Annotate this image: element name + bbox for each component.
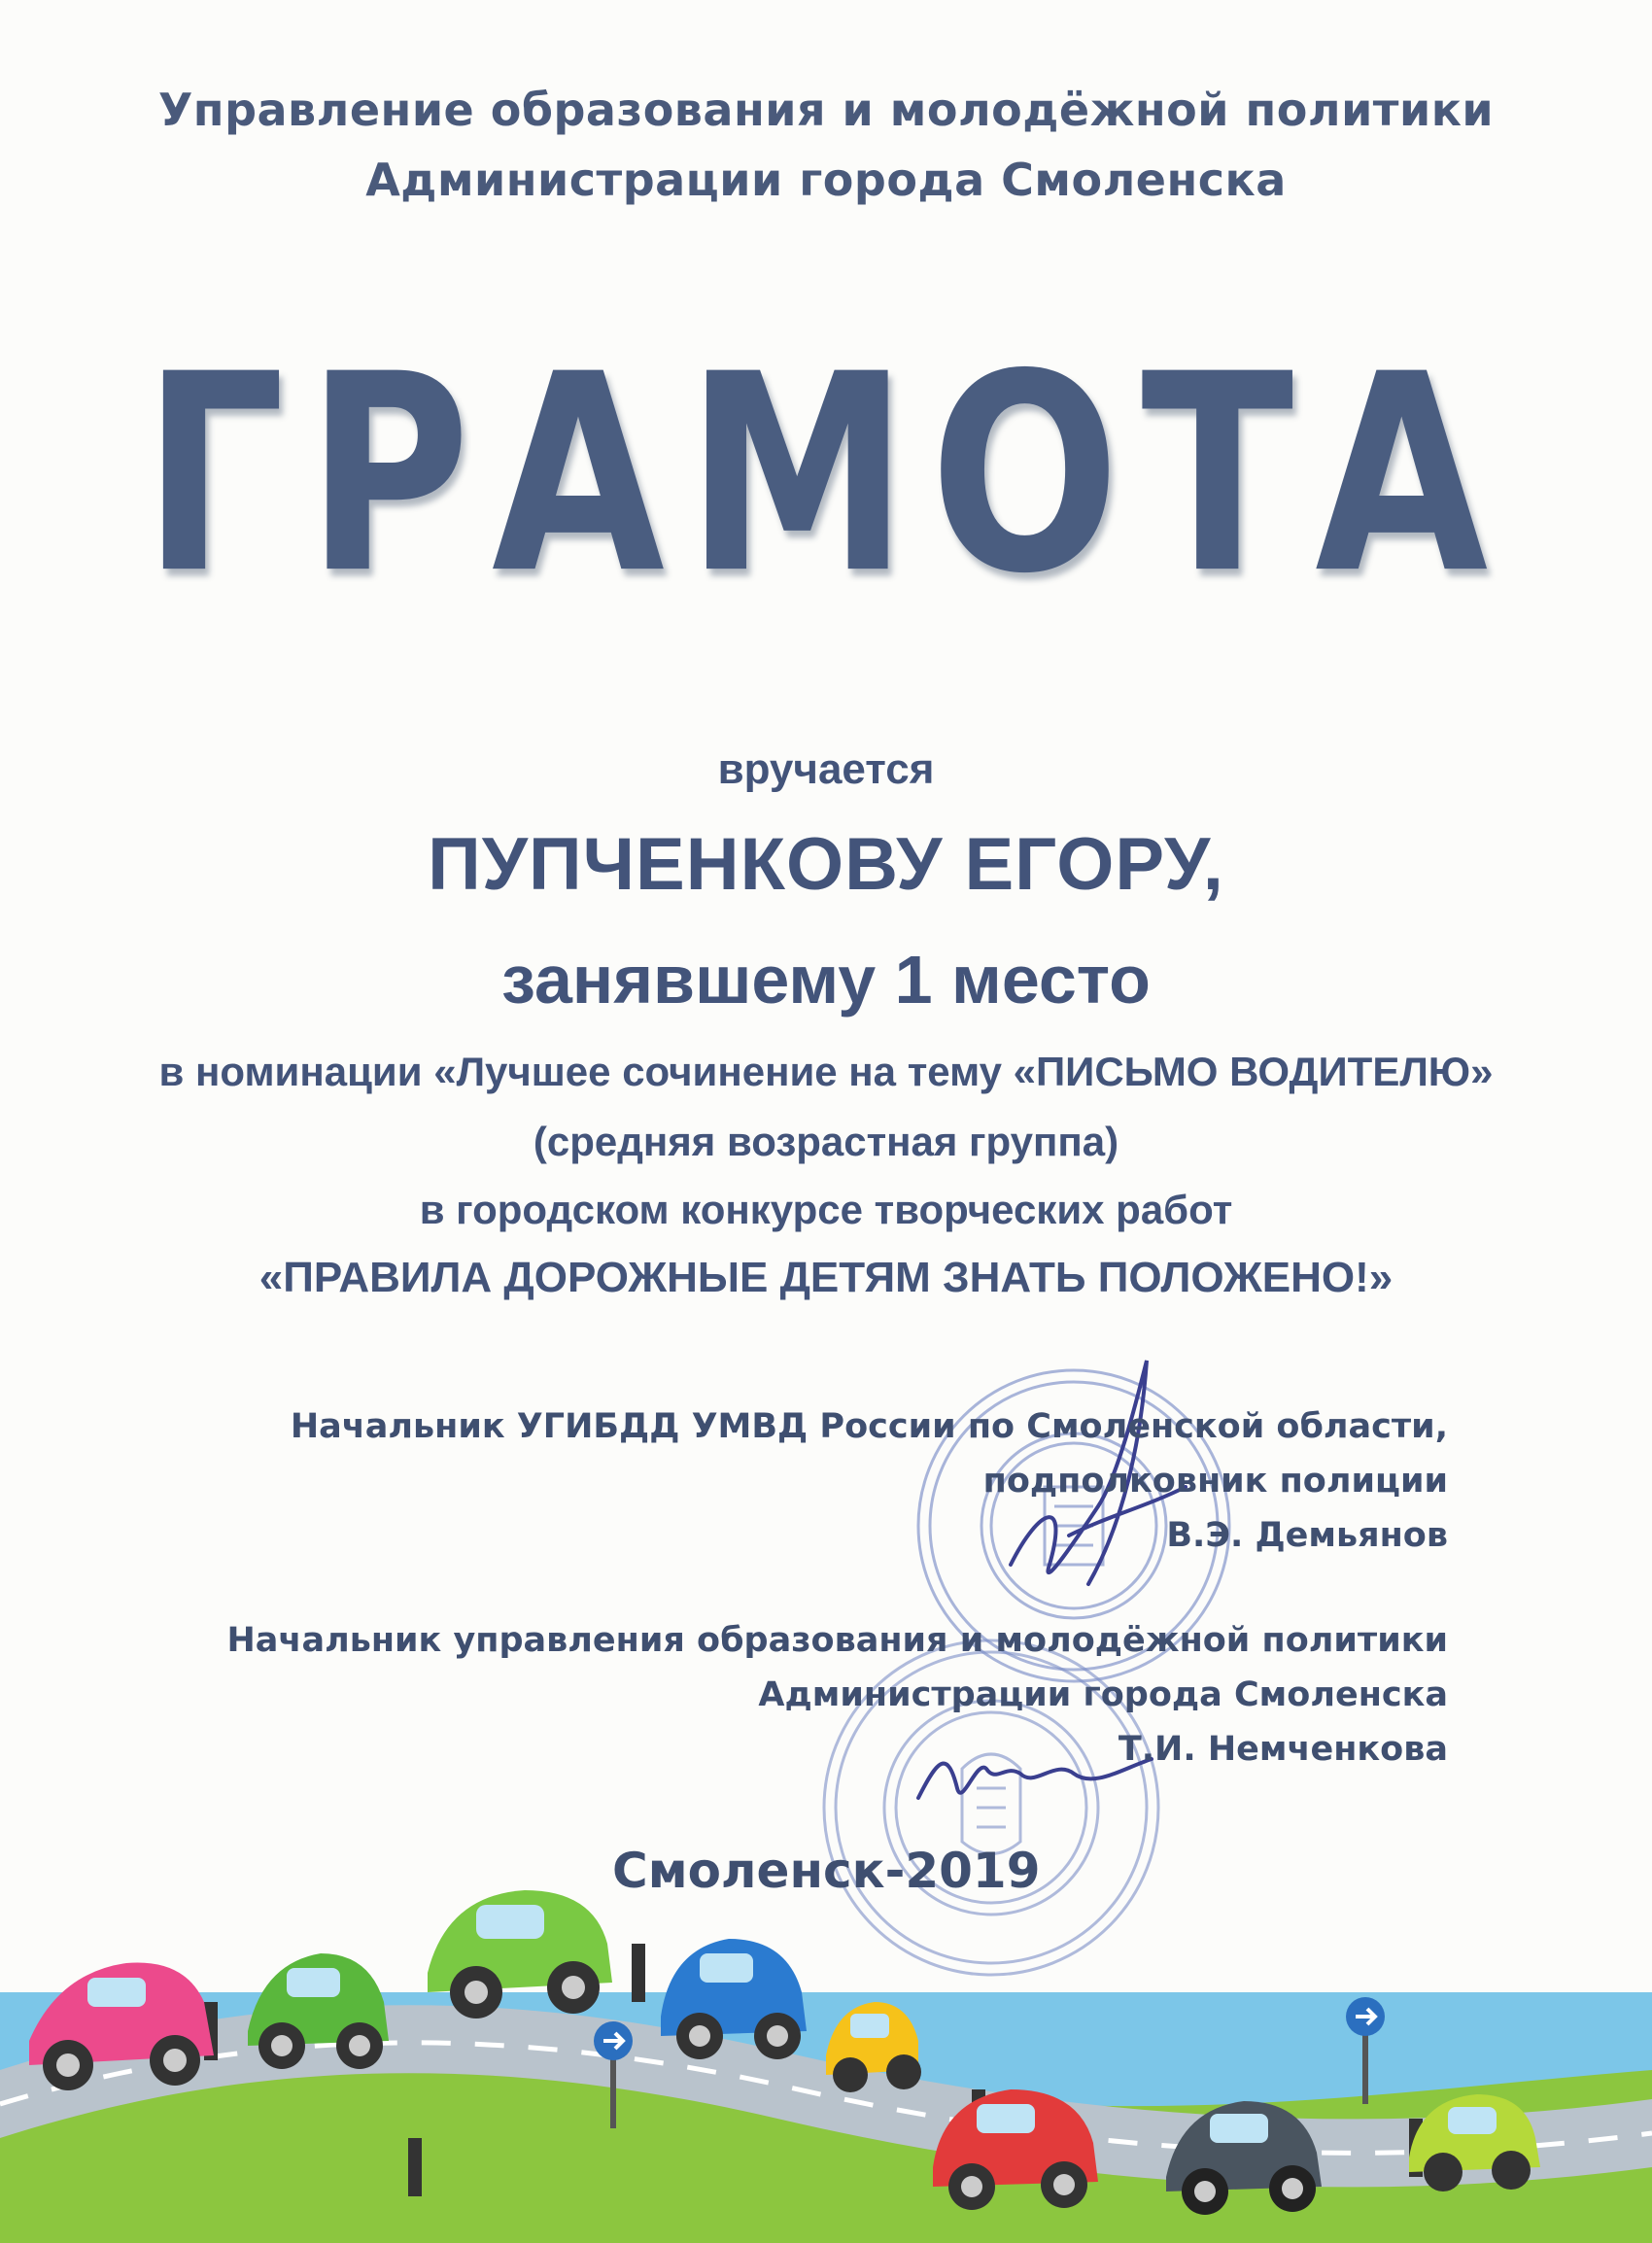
document-title: ГРАМОТА <box>142 317 1510 635</box>
signatory-2 <box>227 1613 1448 1777</box>
place-and-year: Смоленск-2019 <box>612 1843 1041 1899</box>
signatory-1 <box>291 1399 1448 1563</box>
signatory-1-rank: подполковник полиции <box>982 1462 1448 1501</box>
nomination-text: в номинации «Лучшее сочинение на тему «ПИСЬМО ВОДИТЕЛЮ» <box>158 1049 1494 1094</box>
issuer-line-2: Администрации города Смоленска <box>365 154 1287 206</box>
signatory-1-position: Начальник УГИБДД УМВД России по Смоленской области, <box>290 1407 1448 1446</box>
signatory-1-name: В.Э. Демьянов <box>1166 1516 1448 1555</box>
contest-text: в городском конкурсе творческих работ <box>419 1187 1233 1232</box>
issuer-line-1: Управление образования и молодёжной политики <box>157 84 1495 136</box>
signatory-2-position: Начальник управления образования и молодёжной политики <box>226 1621 1448 1660</box>
contest-name: «ПРАВИЛА ДОРОЖНЫЕ ДЕТЯМ ЗНАТЬ ПОЛОЖЕНО!» <box>258 1254 1394 1301</box>
signatory-2-organization: Администрации города Смоленска <box>758 1675 1448 1714</box>
presented-to-text: вручается <box>717 745 935 793</box>
road-with-cars-illustration <box>0 1846 1652 2243</box>
recipient-name: ПУПЧЕНКОВУ ЕГОРУ, <box>428 823 1224 906</box>
achievement-text: занявшему 1 место <box>501 942 1151 1018</box>
age-group-text: (средняя возрастная группа) <box>533 1119 1119 1164</box>
signatory-2-name: Т.И. Немченкова <box>1118 1730 1448 1769</box>
